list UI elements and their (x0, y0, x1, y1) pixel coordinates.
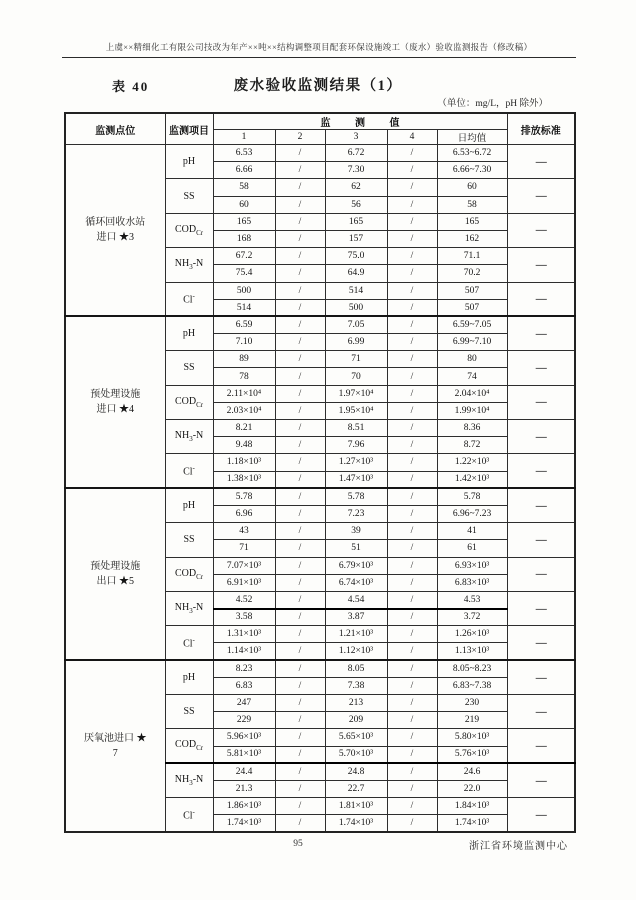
value-cell: 8.36 (437, 420, 507, 437)
value-cell: 6.96~7.23 (437, 505, 507, 522)
value-cell: 7.07×10³ (213, 557, 275, 574)
value-cell: / (275, 626, 325, 643)
value-cell: 7.10 (213, 334, 275, 351)
value-cell: 24.8 (325, 763, 387, 780)
value-cell: 7.96 (325, 437, 387, 454)
value-cell: / (387, 712, 437, 729)
value-cell: / (275, 798, 325, 815)
value-cell: / (275, 145, 325, 162)
value-cell: / (275, 213, 325, 230)
unit-note: （单位：mg/L，pH 除外） (437, 99, 548, 109)
value-cell: 1.97×10⁴ (325, 385, 387, 402)
value-cell: 5.81×10³ (213, 746, 275, 763)
value-cell: / (387, 162, 437, 179)
value-cell: 39 (325, 523, 387, 540)
value-cell: 514 (325, 282, 387, 299)
item-cell: SS (165, 523, 213, 557)
value-cell: / (275, 557, 325, 574)
standard-cell: — (507, 179, 575, 213)
value-cell: / (275, 299, 325, 316)
value-cell: 6.99 (325, 334, 387, 351)
header-values-group: 监 测 值 (213, 113, 507, 130)
value-cell: 62 (325, 179, 387, 196)
value-cell: 3.87 (325, 609, 387, 626)
value-cell: 219 (437, 712, 507, 729)
value-cell: 1.12×10³ (325, 643, 387, 660)
value-cell: / (387, 780, 437, 797)
value-cell: / (387, 334, 437, 351)
value-cell: / (387, 196, 437, 213)
value-cell: 4.54 (325, 591, 387, 608)
value-cell: 71.1 (437, 248, 507, 265)
standard-cell: — (507, 695, 575, 729)
site-cell (65, 316, 165, 488)
value-cell: 70.2 (437, 265, 507, 282)
value-cell: 1.47×10³ (325, 471, 387, 488)
results-tbody (65, 145, 575, 833)
site-cell (65, 488, 165, 660)
value-cell: 75.4 (213, 265, 275, 282)
value-cell: / (387, 179, 437, 196)
value-cell: 1.84×10³ (437, 798, 507, 815)
value-cell: / (387, 609, 437, 626)
item-cell: SS (165, 351, 213, 385)
value-cell: / (387, 557, 437, 574)
value-cell: 2.03×10⁴ (213, 402, 275, 419)
value-cell: / (387, 213, 437, 230)
header-col-4: 4 (387, 130, 437, 145)
value-cell: / (275, 712, 325, 729)
value-cell: 6.91×10³ (213, 574, 275, 591)
value-cell: 1.22×10³ (437, 454, 507, 471)
value-cell: / (387, 695, 437, 712)
standard-cell: — (507, 798, 575, 832)
value-cell: 165 (325, 213, 387, 230)
value-cell: 8.72 (437, 437, 507, 454)
value-cell: 6.79×10³ (325, 557, 387, 574)
site-cell (65, 145, 165, 317)
value-cell: / (275, 316, 325, 333)
value-cell: / (387, 299, 437, 316)
value-cell: 1.21×10³ (325, 626, 387, 643)
standard-cell: — (507, 626, 575, 660)
value-cell: 6.83×10³ (437, 574, 507, 591)
value-cell: / (387, 763, 437, 780)
value-cell: 3.72 (437, 609, 507, 626)
standard-cell: — (507, 351, 575, 385)
value-cell: / (387, 145, 437, 162)
value-cell: / (387, 454, 437, 471)
standard-cell: — (507, 488, 575, 522)
value-cell: 5.78 (437, 488, 507, 505)
value-cell: / (275, 368, 325, 385)
footer-organization: 浙江省环境监测中心 (469, 841, 568, 852)
value-cell: 1.31×10³ (213, 626, 275, 643)
value-cell: 5.78 (325, 488, 387, 505)
value-cell: / (387, 316, 437, 333)
item-cell: $COD_{Cr}$ (165, 557, 213, 591)
value-cell: / (275, 471, 325, 488)
value-cell: / (275, 179, 325, 196)
standard-cell: — (507, 763, 575, 797)
value-cell: / (275, 780, 325, 797)
value-cell: / (275, 660, 325, 677)
value-cell: 5.70×10³ (325, 746, 387, 763)
standard-cell: — (507, 420, 575, 454)
value-cell: / (387, 351, 437, 368)
value-cell: / (387, 798, 437, 815)
value-cell: 5.65×10³ (325, 729, 387, 746)
value-cell: 74 (437, 368, 507, 385)
value-cell: 71 (325, 351, 387, 368)
value-cell: 209 (325, 712, 387, 729)
value-cell: 1.74×10³ (213, 815, 275, 832)
item-cell: $COD_{Cr}$ (165, 385, 213, 419)
item-cell: Cl- (165, 454, 213, 488)
value-cell: 1.38×10³ (213, 471, 275, 488)
value-cell: / (387, 746, 437, 763)
header-item: 监测项目 (165, 113, 213, 145)
value-cell: / (387, 505, 437, 522)
value-cell: / (387, 677, 437, 694)
value-cell: 168 (213, 230, 275, 247)
value-cell: / (275, 282, 325, 299)
item-cell: SS (165, 179, 213, 213)
standard-cell: — (507, 454, 575, 488)
header-col-1: 1 (213, 130, 275, 145)
value-cell: 89 (213, 351, 275, 368)
value-cell: 21.3 (213, 780, 275, 797)
running-head: 上虞××精细化工有限公司技改为年产××吨××结构调整项目配套环保设施竣工（废水）验收监测报告（修改稿） (62, 41, 576, 58)
standard-cell: — (507, 729, 575, 763)
value-cell: 22.7 (325, 780, 387, 797)
value-cell: 43 (213, 523, 275, 540)
value-cell: / (275, 196, 325, 213)
value-cell: / (387, 540, 437, 557)
value-cell: 58 (213, 179, 275, 196)
value-cell: 1.74×10³ (437, 815, 507, 832)
value-cell: 71 (213, 540, 275, 557)
value-cell: 22.0 (437, 780, 507, 797)
value-cell: 500 (325, 299, 387, 316)
site-cell (65, 660, 165, 832)
value-cell: 24.6 (437, 763, 507, 780)
value-cell: 5.80×10³ (437, 729, 507, 746)
value-cell: / (275, 505, 325, 522)
value-cell: 6.99~7.10 (437, 334, 507, 351)
value-cell: / (387, 437, 437, 454)
value-cell: / (275, 591, 325, 608)
value-cell: / (275, 248, 325, 265)
value-cell: 162 (437, 230, 507, 247)
value-cell: 70 (325, 368, 387, 385)
standard-cell: — (507, 213, 575, 247)
value-cell: 61 (437, 540, 507, 557)
item-cell: Cl- (165, 798, 213, 832)
value-cell: 60 (437, 179, 507, 196)
value-cell: 230 (437, 695, 507, 712)
value-cell: / (275, 437, 325, 454)
value-cell: / (387, 574, 437, 591)
value-cell: 8.23 (213, 660, 275, 677)
item-cell: pH (165, 488, 213, 522)
value-cell: / (275, 815, 325, 832)
value-cell: / (387, 230, 437, 247)
value-cell: / (275, 523, 325, 540)
value-cell: / (387, 626, 437, 643)
value-cell: 6.74×10³ (325, 574, 387, 591)
value-cell: / (275, 488, 325, 505)
value-cell: 6.53 (213, 145, 275, 162)
header-standard: 排放标准 (507, 113, 575, 145)
value-cell: 6.59 (213, 316, 275, 333)
value-cell: 165 (437, 213, 507, 230)
value-cell: 6.96 (213, 505, 275, 522)
value-cell: / (275, 677, 325, 694)
table-row (65, 488, 575, 505)
value-cell: 7.05 (325, 316, 387, 333)
value-cell: / (275, 540, 325, 557)
value-cell: / (275, 643, 325, 660)
value-cell: / (387, 282, 437, 299)
value-cell: / (275, 230, 325, 247)
value-cell: 1.27×10³ (325, 454, 387, 471)
site-line: 进口 ★3 (96, 232, 134, 244)
value-cell: 507 (437, 282, 507, 299)
value-cell: / (275, 729, 325, 746)
value-cell: / (275, 334, 325, 351)
value-cell: 7.23 (325, 505, 387, 522)
value-cell: 4.53 (437, 591, 507, 608)
site-line: 循环回收水站 (85, 216, 146, 228)
item-cell: $NH_3-N$ (165, 591, 213, 625)
value-cell: 6.59~7.05 (437, 316, 507, 333)
site-line: 厌氧池进口 ★ (84, 732, 147, 744)
value-cell: / (387, 729, 437, 746)
value-cell: 1.14×10³ (213, 643, 275, 660)
header-site: 监测点位 (65, 113, 165, 145)
value-cell: 1.18×10³ (213, 454, 275, 471)
value-cell: 2.11×10⁴ (213, 385, 275, 402)
value-cell: 6.66 (213, 162, 275, 179)
value-cell: / (387, 471, 437, 488)
value-cell: / (387, 368, 437, 385)
value-cell: / (387, 385, 437, 402)
value-cell: 6.66~7.30 (437, 162, 507, 179)
value-cell: 157 (325, 230, 387, 247)
item-cell: pH (165, 316, 213, 350)
value-cell: 247 (213, 695, 275, 712)
value-cell: / (387, 643, 437, 660)
value-cell: 165 (213, 213, 275, 230)
value-cell: / (275, 746, 325, 763)
results-table-header (65, 113, 575, 145)
results-table (64, 112, 576, 833)
value-cell: 229 (213, 712, 275, 729)
value-cell: 514 (213, 299, 275, 316)
value-cell: / (275, 763, 325, 780)
standard-cell: — (507, 316, 575, 350)
value-cell: / (387, 402, 437, 419)
value-cell: / (275, 695, 325, 712)
value-cell: 4.52 (213, 591, 275, 608)
value-cell: 6.83 (213, 677, 275, 694)
table-number: 表 40 (112, 79, 150, 94)
value-cell: / (387, 420, 437, 437)
table-row (65, 660, 575, 677)
value-cell: 5.78 (213, 488, 275, 505)
value-cell: 1.74×10³ (325, 815, 387, 832)
value-cell: 41 (437, 523, 507, 540)
header-col-daily-avg: 日均值 (437, 130, 507, 145)
value-cell: 507 (437, 299, 507, 316)
standard-cell: — (507, 660, 575, 694)
site-line: 预处理设施 (90, 560, 141, 572)
value-cell: 60 (213, 196, 275, 213)
value-cell: 56 (325, 196, 387, 213)
site-line: 7 (112, 748, 118, 760)
value-cell: 2.04×10⁴ (437, 385, 507, 402)
site-line: 预处理设施 (90, 388, 141, 400)
value-cell: 1.13×10³ (437, 643, 507, 660)
value-cell: 5.96×10³ (213, 729, 275, 746)
standard-cell: — (507, 145, 575, 179)
item-cell: $NH_3-N$ (165, 248, 213, 282)
value-cell: 24.4 (213, 763, 275, 780)
standard-cell: — (507, 523, 575, 557)
value-cell: 6.93×10³ (437, 557, 507, 574)
value-cell: 67.2 (213, 248, 275, 265)
value-cell: / (275, 574, 325, 591)
value-cell: / (275, 162, 325, 179)
value-cell: 64.9 (325, 265, 387, 282)
value-cell: / (275, 420, 325, 437)
value-cell: 7.38 (325, 677, 387, 694)
header-col-3: 3 (325, 130, 387, 145)
value-cell: 80 (437, 351, 507, 368)
value-cell: 1.86×10³ (213, 798, 275, 815)
item-cell: pH (165, 145, 213, 179)
value-cell: 1.26×10³ (437, 626, 507, 643)
site-line: 进口 ★4 (96, 404, 134, 416)
value-cell: / (387, 591, 437, 608)
value-cell: / (275, 402, 325, 419)
standard-cell: — (507, 385, 575, 419)
value-cell: 213 (325, 695, 387, 712)
table-row (65, 316, 575, 333)
value-cell: 58 (437, 196, 507, 213)
item-cell: $NH_3-N$ (165, 763, 213, 797)
value-cell: 6.83~7.38 (437, 677, 507, 694)
page-title: 废水验收监测结果（1） (233, 78, 403, 94)
value-cell: 8.05~8.23 (437, 660, 507, 677)
value-cell: / (387, 523, 437, 540)
item-cell: $COD_{Cr}$ (165, 213, 213, 247)
value-cell: 3.58 (213, 609, 275, 626)
item-cell: $NH_3-N$ (165, 420, 213, 454)
value-cell: / (275, 265, 325, 282)
value-cell: 1.99×10⁴ (437, 402, 507, 419)
value-cell: / (387, 660, 437, 677)
page-number: 95 (293, 839, 303, 849)
value-cell: 8.21 (213, 420, 275, 437)
value-cell: / (275, 609, 325, 626)
value-cell: 6.72 (325, 145, 387, 162)
value-cell: 7.30 (325, 162, 387, 179)
value-cell: 6.53~6.72 (437, 145, 507, 162)
value-cell: / (387, 265, 437, 282)
value-cell: 1.42×10³ (437, 471, 507, 488)
value-cell: 75.0 (325, 248, 387, 265)
value-cell: 8.05 (325, 660, 387, 677)
table-row (65, 145, 575, 162)
item-cell: Cl- (165, 626, 213, 660)
standard-cell: — (507, 248, 575, 282)
site-line: 出口 ★5 (96, 576, 134, 588)
value-cell: / (387, 815, 437, 832)
standard-cell: — (507, 557, 575, 591)
item-cell: SS (165, 695, 213, 729)
value-cell: / (275, 454, 325, 471)
value-cell: 1.81×10³ (325, 798, 387, 815)
value-cell: 5.76×10³ (437, 746, 507, 763)
value-cell: 78 (213, 368, 275, 385)
value-cell: / (387, 248, 437, 265)
standard-cell: — (507, 591, 575, 625)
value-cell: / (275, 385, 325, 402)
standard-cell: — (507, 282, 575, 316)
value-cell: 9.48 (213, 437, 275, 454)
value-cell: / (275, 351, 325, 368)
item-cell: pH (165, 660, 213, 694)
value-cell: / (387, 488, 437, 505)
item-cell: Cl- (165, 282, 213, 316)
value-cell: 500 (213, 282, 275, 299)
value-cell: 8.51 (325, 420, 387, 437)
value-cell: 1.95×10⁴ (325, 402, 387, 419)
header-col-2: 2 (275, 130, 325, 145)
value-cell: 51 (325, 540, 387, 557)
item-cell: $COD_{Cr}$ (165, 729, 213, 763)
